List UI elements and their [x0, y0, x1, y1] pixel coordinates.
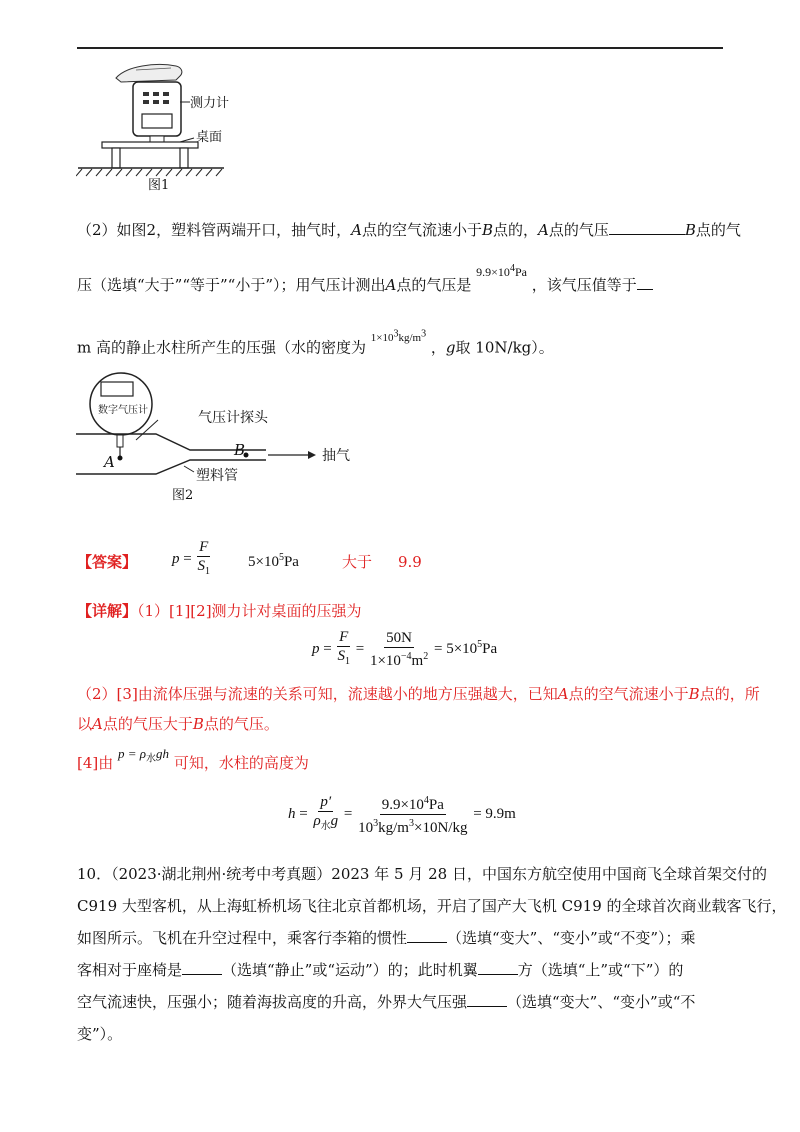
answer-1: $5\times 10^5Pa$	[248, 552, 299, 570]
detail-line-4: [4]由 $p = \rho_水gh$ 可知，水柱的高度为	[77, 746, 309, 772]
point-b-label: B	[234, 441, 246, 459]
blank-inertia[interactable]	[407, 928, 447, 943]
blank-motion[interactable]	[182, 960, 222, 975]
gauge-label: 测力计	[190, 96, 230, 111]
barometer-label: 数字气压计	[98, 405, 148, 416]
blank-pressure[interactable]	[467, 992, 507, 1007]
q2-line-2: 压（选填“大于”“等于”“小于”）；用气压计测出A点的气压是 $^{9.9\times 10^4Pa}$ ，该气压值等于	[77, 273, 653, 296]
figure-1	[76, 58, 246, 198]
q10-line-4: 客相对于座椅是 （选填“静止”或“运动”）的；此时机翼 方（选填“上”或“下”）的	[77, 961, 684, 979]
point-a-label: A	[104, 453, 115, 471]
detail-line-1: 【详解】（1）[1][2]测力计对桌面的压强为	[77, 602, 362, 620]
answer-formula: p = $\frac{F}{S_1}$	[172, 539, 210, 577]
tube-label: 塑料管	[196, 468, 238, 484]
answer-2: 大于	[342, 553, 373, 571]
q10-line-2: C919 大型客机，从上海虹桥机场飞往北京首都机场，开启了国产大飞机 C919 的全球首次商业载客飞行，	[77, 897, 787, 915]
blank-1[interactable]	[609, 220, 685, 235]
blank-wing[interactable]	[478, 960, 518, 975]
equation-2: h = $\frac{p'}{\rho_水g}$ = $\frac{9.9\times 10^4Pa}{10^3kg/m^3\times 10N/kg}$ = 9.9m	[288, 794, 516, 836]
probe-label: 气压计探头	[198, 410, 268, 426]
answer-3: 9.9	[398, 553, 422, 571]
figure-2	[76, 368, 376, 508]
q10-line-6: 变”）。	[77, 1025, 123, 1043]
answer-tag: 【答案】	[77, 553, 138, 571]
equation-1: p = $\frac{F}{S_1}$ = $\frac{50N}{1\times 10^{-4}m^2}$ = $5\times 10^5Pa$	[312, 629, 498, 669]
detail-line-3: 以A点的气压大于B点的气压。	[77, 715, 279, 733]
pump-label: 抽气	[322, 448, 350, 464]
q2-line-3: m 高的静止水柱所产生的压强（水的密度为 $^{1\times 10^3kg/m^3}$ ，g取 10N/kg）。	[77, 328, 554, 357]
q10-line-1: 10．（2023·湖北荆州·统考中考真题）2023 年 5 月 28 日，中国东方航空使用中国商飞全球首架交付的	[77, 865, 767, 883]
q10-line-3: 如图所示。飞机在升空过程中，乘客行李箱的惯性 （选填“变大”、“变小”或“不变”）；乘	[77, 929, 696, 947]
q2-line-1: （2）如图2，塑料管两端开口，抽气时，A点的空气流速小于B点的，A点的气压 B点的气	[77, 221, 741, 239]
tube-barometer-illustration	[76, 368, 376, 508]
detail-line-2: （2）[3]由流体压强与流速的关系可知，流速越小的地方压强越大，已知A点的空气流速小于B点的，所	[77, 685, 760, 703]
table-label: 桌面	[196, 130, 223, 145]
blank-2[interactable]	[637, 275, 653, 290]
q10-line-5: 空气流速快，压强小；随着海拔高度的升高，外界大气压强 （选填“变大”、“变小”或“不	[77, 993, 696, 1011]
figure-1-caption: 图1	[148, 178, 170, 193]
figure-2-caption: 图2	[172, 488, 194, 503]
header-rule	[77, 47, 723, 49]
